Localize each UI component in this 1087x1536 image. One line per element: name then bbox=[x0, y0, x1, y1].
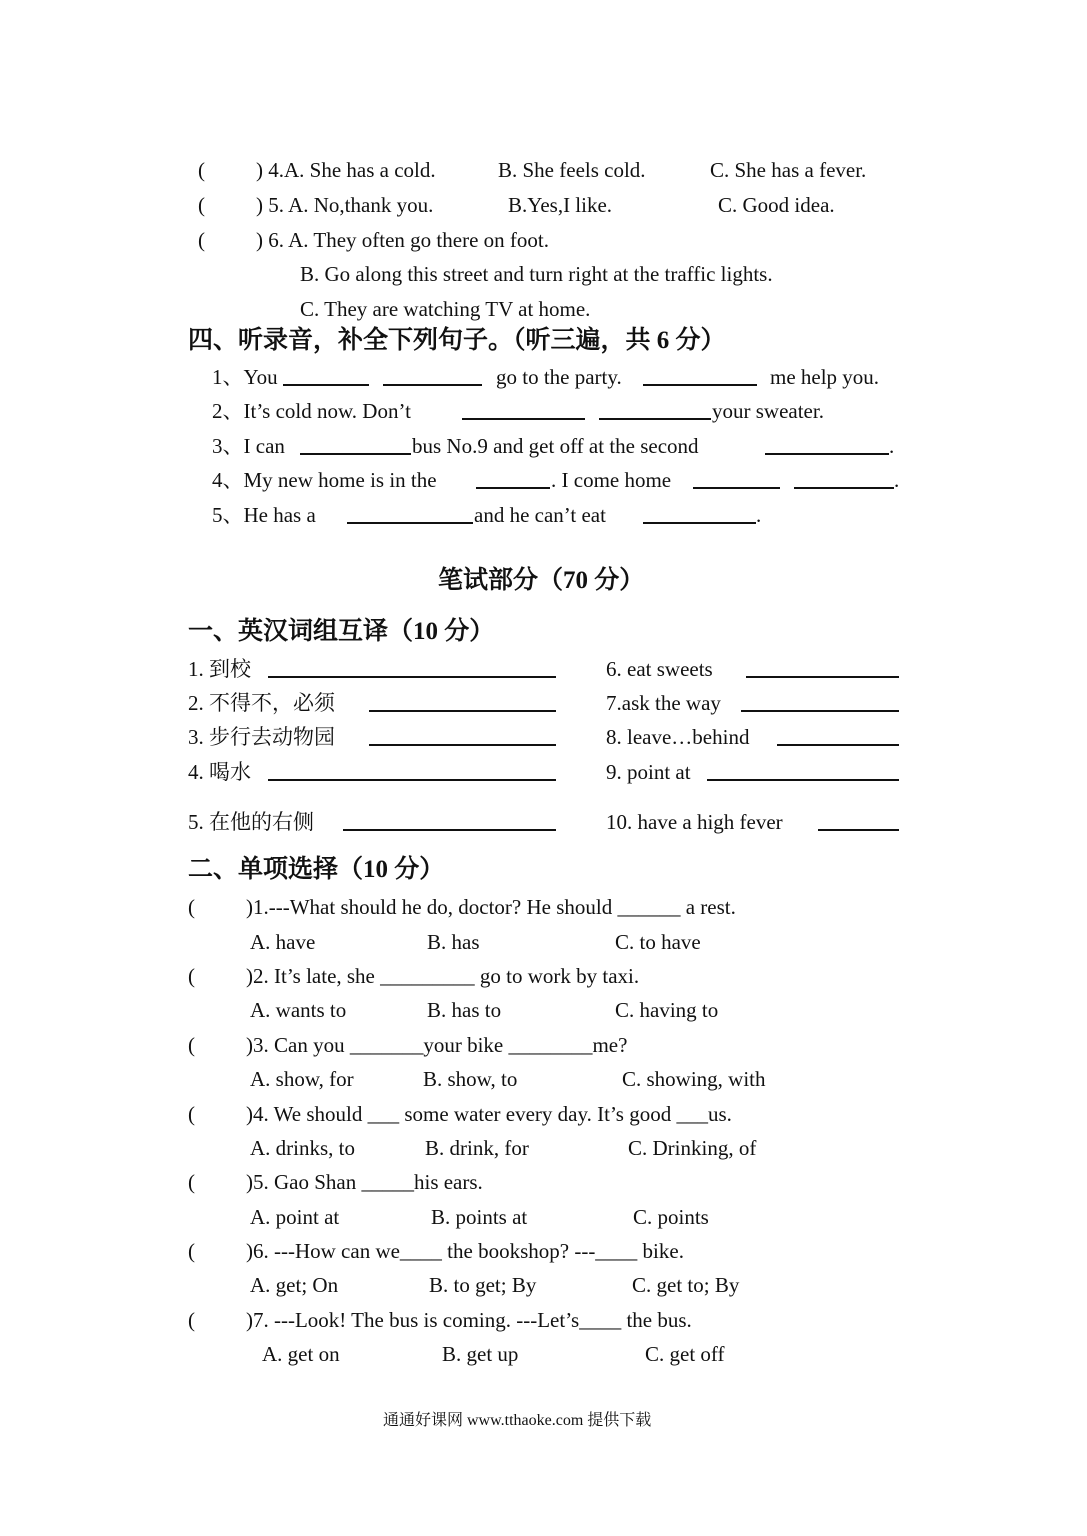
sentence-5-end: . bbox=[756, 503, 762, 527]
paren[interactable]: ( bbox=[188, 964, 195, 988]
option-c: C. She has a fever. bbox=[710, 158, 867, 182]
mc-question-1: )1.---What should he do, doctor? He should ______ a rest. bbox=[246, 895, 736, 919]
paren[interactable]: ( bbox=[198, 158, 205, 182]
blank[interactable] bbox=[347, 522, 473, 524]
phrase-4: 4. 喝水 bbox=[188, 760, 251, 784]
blank[interactable] bbox=[476, 487, 550, 489]
part-2-heading: 二、单项选择（10 分） bbox=[188, 856, 445, 883]
option-b: B. get up bbox=[442, 1342, 519, 1366]
option-c: C. to have bbox=[615, 930, 701, 954]
paren[interactable]: ( bbox=[188, 1308, 195, 1332]
option-c: C. get to; By bbox=[632, 1273, 740, 1297]
phrase-7: 7.ask the way bbox=[606, 691, 721, 715]
question-5: ) 5. A. No,thank you. bbox=[256, 193, 434, 217]
answer-line[interactable] bbox=[707, 779, 899, 781]
answer-line[interactable] bbox=[343, 829, 556, 831]
sentence-3-start: 3、I can bbox=[212, 434, 285, 458]
option-a: A. wants to bbox=[250, 998, 347, 1022]
answer-line[interactable] bbox=[268, 676, 556, 678]
blank[interactable] bbox=[300, 453, 411, 455]
blank[interactable] bbox=[765, 453, 889, 455]
phrase-6: 6. eat sweets bbox=[606, 657, 713, 681]
option-b: B. to get; By bbox=[429, 1273, 537, 1297]
answer-line[interactable] bbox=[369, 710, 556, 712]
sentence-3-mid: bus No.9 and get off at the second bbox=[412, 434, 699, 458]
sentence-1-start: 1、You bbox=[212, 365, 278, 389]
section-4-heading: 四、听录音，补全下列句子。（听三遍，共 6 分） bbox=[188, 327, 726, 354]
sentence-4-start: 4、My new home is in the bbox=[212, 468, 437, 492]
paren[interactable]: ( bbox=[188, 1239, 195, 1263]
option-b: B. drink, for bbox=[425, 1136, 529, 1160]
paren[interactable]: ( bbox=[188, 1170, 195, 1194]
phrase-2: 2. 不得不，必须 bbox=[188, 691, 335, 715]
blank[interactable] bbox=[643, 384, 757, 386]
paren[interactable]: ( bbox=[188, 1102, 195, 1126]
option-b: B. has to bbox=[427, 998, 502, 1022]
mc-question-4: )4. We should ___ some water every day. It’s good ___us. bbox=[246, 1102, 732, 1126]
mc-question-6: )6. ---How can we____ the bookshop? ---____ bike. bbox=[246, 1239, 684, 1263]
sentence-2-end: your sweater. bbox=[712, 399, 824, 423]
paren[interactable]: ( bbox=[188, 895, 195, 919]
blank[interactable] bbox=[794, 487, 894, 489]
sentence-4-mid: . I come home bbox=[551, 468, 672, 492]
option-c: C. They are watching TV at home. bbox=[300, 297, 591, 321]
option-c: C. having to bbox=[615, 998, 719, 1022]
question-6: ) 6. A. They often go there on foot. bbox=[256, 228, 549, 252]
sentence-1-end: me help you. bbox=[770, 365, 880, 389]
answer-line[interactable] bbox=[818, 829, 899, 831]
blank[interactable] bbox=[693, 487, 780, 489]
paren[interactable]: ( bbox=[198, 228, 205, 252]
paren[interactable]: ( bbox=[198, 193, 205, 217]
phrase-1: 1. 到校 bbox=[188, 657, 251, 681]
part-1-heading: 一、英汉词组互译（10 分） bbox=[188, 618, 495, 645]
option-c: C. Drinking, of bbox=[628, 1136, 757, 1160]
option-a: A. show, for bbox=[250, 1067, 354, 1091]
answer-line[interactable] bbox=[777, 744, 899, 746]
answer-line[interactable] bbox=[741, 710, 899, 712]
answer-line[interactable] bbox=[268, 779, 556, 781]
answer-line[interactable] bbox=[369, 744, 556, 746]
option-c: C. showing, with bbox=[622, 1067, 766, 1091]
option-a: A. drinks, to bbox=[250, 1136, 355, 1160]
phrase-10: 10. have a high fever bbox=[606, 810, 783, 834]
option-b: B. points at bbox=[431, 1205, 528, 1229]
blank[interactable] bbox=[383, 384, 482, 386]
paren[interactable]: ( bbox=[188, 1033, 195, 1057]
option-c: C. Good idea. bbox=[718, 193, 835, 217]
mc-question-3: )3. Can you _______your bike ________me? bbox=[246, 1033, 628, 1057]
option-b: B.Yes,I like. bbox=[508, 193, 613, 217]
question-4: ) 4.A. She has a cold. bbox=[256, 158, 436, 182]
written-part-title: 笔试部分（70 分） bbox=[438, 567, 645, 594]
mc-question-2: )2. It’s late, she _________ go to work by taxi. bbox=[246, 964, 640, 988]
sentence-1-mid: go to the party. bbox=[496, 365, 622, 389]
blank[interactable] bbox=[643, 522, 756, 524]
option-b: B. Go along this street and turn right at the traffic lights. bbox=[300, 262, 773, 286]
option-b: B. She feels cold. bbox=[498, 158, 646, 182]
blank[interactable] bbox=[462, 418, 585, 420]
phrase-5: 5. 在他的右侧 bbox=[188, 810, 314, 834]
sentence-4-end: . bbox=[894, 468, 900, 492]
blank[interactable] bbox=[283, 384, 369, 386]
option-a: A. point at bbox=[250, 1205, 340, 1229]
sentence-5-mid: and he can’t eat bbox=[474, 503, 606, 527]
blank[interactable] bbox=[599, 418, 711, 420]
option-b: B. show, to bbox=[423, 1067, 518, 1091]
mc-question-7: )7. ---Look! The bus is coming. ---Let’s____ the bus. bbox=[246, 1308, 692, 1332]
mc-question-5: )5. Gao Shan _____his ears. bbox=[246, 1170, 483, 1194]
sentence-3-end: . bbox=[889, 434, 895, 458]
option-a: A. get on bbox=[262, 1342, 340, 1366]
footer-text: 通通好课网 www.tthaoke.com 提供下载 bbox=[383, 1412, 652, 1429]
option-b: B. has bbox=[427, 930, 480, 954]
option-c: C. get off bbox=[645, 1342, 725, 1366]
option-a: A. get; On bbox=[250, 1273, 339, 1297]
answer-line[interactable] bbox=[746, 676, 899, 678]
phrase-3: 3. 步行去动物园 bbox=[188, 725, 335, 749]
sentence-5-start: 5、He has a bbox=[212, 503, 316, 527]
option-c: C. points bbox=[633, 1205, 709, 1229]
sentence-2-start: 2、It’s cold now. Don’t bbox=[212, 399, 411, 423]
option-a: A. have bbox=[250, 930, 316, 954]
phrase-9: 9. point at bbox=[606, 760, 691, 784]
phrase-8: 8. leave…behind bbox=[606, 725, 750, 749]
